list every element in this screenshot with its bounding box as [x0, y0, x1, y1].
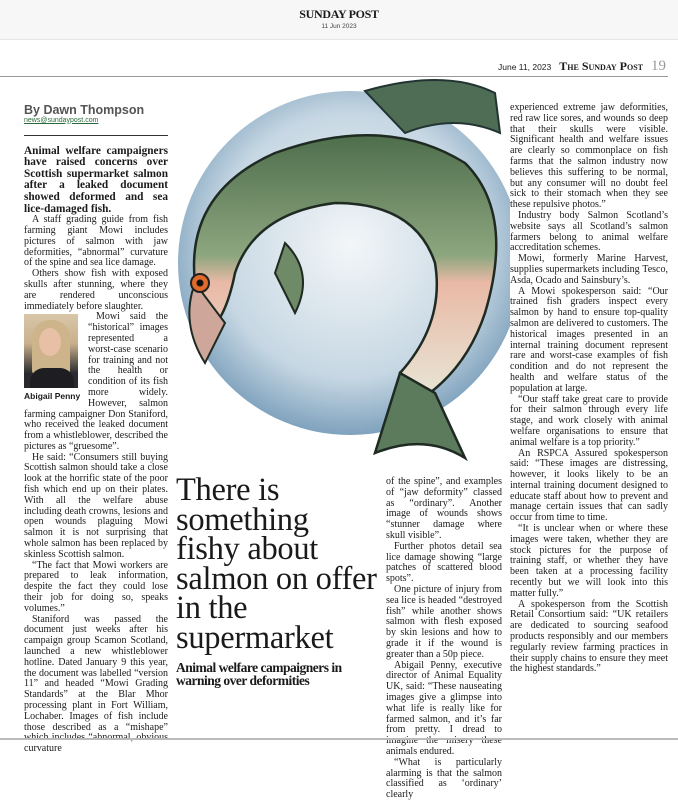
paragraph: An RSPCA Assured spokesperson said: “These images are distressing, however, it looks likely to be an internal training document designed to educate staff about how to prevent and manage certain issues that can sadly occur from time to time.	[510, 447, 668, 524]
paragraph: “It is unclear when or where these images were taken, whether they are stock pictures for the purpose of training staff, or whether they have been taken at a processing facility recently but we will look into this matter fully.”	[510, 523, 668, 599]
photo-inset	[24, 314, 82, 401]
paragraph: Further photos detail sea lice damage showing “large patches of scattered blood spots”.	[386, 540, 502, 585]
paragraph: Others show fish with exposed skulls after stunning, where they are rendered unconscious immediately before slaughter.	[24, 268, 168, 312]
viewer-date: 11 Jun 2023	[321, 23, 357, 30]
page-bottom-border	[0, 738, 678, 740]
paragraph: Abigail Penny, executive director of Animal Equality UK, said: “These nauseating images give a glimpse into what life is really like for farmed salmon, and it’s far from pretty. I dread to imagine the misery these animals endured.	[386, 659, 502, 757]
paragraph: A staff grading guide from fish farming giant Mowi includes pictures of salmon with jaw deformities, “abnormal” curvature of the spine and sea lice damage.	[24, 214, 168, 269]
headline-block	[176, 472, 380, 688]
newspaper-page	[0, 48, 678, 801]
lead-paragraph: Animal welfare campaigners have raised concerns over Scottish supermarket salmon after a leaked document showed deformed and sea lice-damaged fish.	[24, 144, 168, 215]
salmon-illustration	[165, 73, 510, 473]
paragraph: “What is particularly alarming is that the salmon classified as ‘ordinary’ clearly	[386, 756, 502, 801]
paragraph: Staniford was passed the document just weeks after his campaign group Scamon Scotland, launched a new whistleblower hotline. Dated January 9 this year, the document was labelled “version 11” and headed “Mowi Grading Standards” at the Blar Mhor processing plant in Fort William, Lochaber. Images of fish include those described as a “mishape” which includes “abnormal, obvious curvature	[24, 613, 168, 755]
paragraph: A spokesperson from the Scottish Retail Consortium said: “UK retailers are dedicated to sourcing seafood products responsibly and our members regularly review farming practices in their supply chains to ensure they meet the highest standards.”	[510, 598, 668, 675]
paragraph: He said: “Consumers still buying Scottish salmon should take a close look at the horrific state of the poor fish which end up on their plates. With all the welfare abuse including death crowns, lesions and open wounds plaguing Mowi salmon it is not surprising that whole salmon has been replaced by skinless Scottish salmon.	[24, 451, 168, 560]
photo-caption: Abigail Penny	[24, 391, 81, 402]
middle-column	[386, 477, 502, 801]
paragraph: Mowi, formerly Marine Harvest, supplies supermarkets including Tesco, Asda, Ocado and Sainsbury’s.	[510, 253, 668, 286]
paragraph: One picture of injury from sea lice is headed “destroyed fish” while another shows salmon with flesh exposed by skin lesions and how to grade it if the wound is greater than a 50p piece.	[386, 583, 502, 660]
paragraph: “Our staff take great care to provide for their salmon through every life stage, and work closely with animal welfare organisations to ensure that animal welfare is a top priority.”	[510, 393, 668, 448]
viewer-masthead: SUNDAY POST	[299, 7, 379, 21]
left-column	[24, 105, 168, 755]
headline: There is something fishy about salmon on offer in the supermarket	[176, 472, 377, 656]
paragraph: of the spine”, and examples of “jaw deformity” classed as “ordinary”. Another image of wounds shows “stunner damage where skull visible”.	[386, 476, 502, 541]
byline: By Dawn Thompson	[24, 103, 145, 117]
author-email-link[interactable]: news@sundaypost.com	[24, 116, 168, 136]
subheadline: Animal welfare campaigners in warning over deformities	[176, 660, 342, 688]
right-column	[510, 103, 668, 675]
page-number: 19	[651, 58, 666, 74]
paragraph: Mowi said the “historical” images represented a worst-case scenario for training and not the health or condition of its fish more widely. However, salmon farming campaigner Don Staniford, who received the leaked document from a whistleblower, described the pictures as “gruesome”.	[24, 311, 168, 452]
viewer-topbar	[0, 0, 678, 40]
page-header	[498, 58, 666, 75]
paragraph: experienced extreme jaw deformities, red raw lice sores, and wounds so deep that their skulls were visible. Significant health and welfare issues are clearly so commonplace on fish farms that the salmon industry now believes this suffering to be normal, but any consumer will no doubt feel sick to their stomach when they see these repulsive photos.”	[510, 102, 668, 211]
paragraph: “The fact that Mowi workers are prepared to leak information, despite the fact they could lose their job for doing so, speaks volumes.”	[24, 559, 168, 614]
paragraph: A Mowi spokesperson said: “Our trained fish graders inspect every salmon by hand to ensure top-quality salmon are delivered to customers. The historical images presented in an internal training document represent rare and worst-case examples of fish condition and do not represent the health and welfare status of the population at large.	[510, 285, 668, 394]
portrait-photo	[24, 314, 78, 388]
page-date: June 11, 2023	[498, 62, 552, 72]
paragraph: Industry body Salmon Scotland’s website says all Scotland’s salmon farmers belong to animal welfare accreditation schemes.	[510, 209, 668, 254]
page-logo: The Sunday Post	[559, 59, 643, 73]
